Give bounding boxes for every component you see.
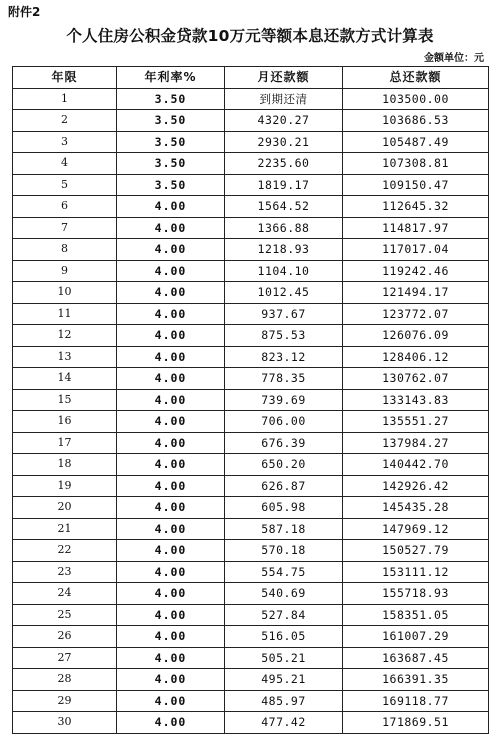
year-cell: 29 bbox=[13, 690, 117, 712]
total-payment-cell: 114817.97 bbox=[343, 217, 489, 239]
monthly-payment-cell: 1366.88 bbox=[225, 217, 343, 239]
total-payment-cell: 145435.28 bbox=[343, 497, 489, 519]
monthly-payment-cell: 1819.17 bbox=[225, 174, 343, 196]
monthly-payment-cell: 1218.93 bbox=[225, 239, 343, 261]
table-row bbox=[13, 131, 489, 153]
year-cell: 20 bbox=[13, 497, 117, 519]
table-row bbox=[13, 368, 489, 390]
rate-cell: 3.50 bbox=[117, 88, 225, 110]
total-payment-cell: 155718.93 bbox=[343, 583, 489, 605]
rate-cell: 4.00 bbox=[117, 497, 225, 519]
table-row bbox=[13, 540, 489, 562]
year-cell: 2 bbox=[13, 110, 117, 132]
total-payment-cell: 119242.46 bbox=[343, 260, 489, 282]
table-row bbox=[13, 174, 489, 196]
total-payment-cell: 153111.12 bbox=[343, 561, 489, 583]
year-cell: 15 bbox=[13, 389, 117, 411]
monthly-payment-cell: 650.20 bbox=[225, 454, 343, 476]
monthly-payment-cell: 505.21 bbox=[225, 647, 343, 669]
year-cell: 13 bbox=[13, 346, 117, 368]
total-payment-cell: 169118.77 bbox=[343, 690, 489, 712]
rate-cell: 4.00 bbox=[117, 389, 225, 411]
table-row bbox=[13, 626, 489, 648]
monthly-payment-cell: 477.42 bbox=[225, 712, 343, 734]
table-row bbox=[13, 475, 489, 497]
monthly-payment-cell: 706.00 bbox=[225, 411, 343, 433]
total-payment-cell: 137984.27 bbox=[343, 432, 489, 454]
total-payment-cell: 103686.53 bbox=[343, 110, 489, 132]
rate-cell: 4.00 bbox=[117, 368, 225, 390]
year-cell: 25 bbox=[13, 604, 117, 626]
rate-cell: 4.00 bbox=[117, 260, 225, 282]
table-row bbox=[13, 669, 489, 691]
monthly-payment-cell: 485.97 bbox=[225, 690, 343, 712]
rate-cell: 4.00 bbox=[117, 583, 225, 605]
monthly-payment-cell: 554.75 bbox=[225, 561, 343, 583]
year-cell: 23 bbox=[13, 561, 117, 583]
table-row bbox=[13, 196, 489, 218]
total-payment-cell: 163687.45 bbox=[343, 647, 489, 669]
rate-cell: 3.50 bbox=[117, 110, 225, 132]
monthly-payment-cell: 937.67 bbox=[225, 303, 343, 325]
monthly-payment-cell: 到期还清 bbox=[225, 88, 343, 110]
monthly-payment-cell: 626.87 bbox=[225, 475, 343, 497]
rate-cell: 4.00 bbox=[117, 196, 225, 218]
table-row bbox=[13, 647, 489, 669]
year-cell: 4 bbox=[13, 153, 117, 175]
table-row bbox=[13, 690, 489, 712]
table-row bbox=[13, 389, 489, 411]
year-cell: 26 bbox=[13, 626, 117, 648]
rate-cell: 4.00 bbox=[117, 217, 225, 239]
table-row bbox=[13, 518, 489, 540]
year-cell: 9 bbox=[13, 260, 117, 282]
rate-cell: 4.00 bbox=[117, 690, 225, 712]
monthly-payment-cell: 570.18 bbox=[225, 540, 343, 562]
rate-cell: 4.00 bbox=[117, 454, 225, 476]
monthly-payment-cell: 1104.10 bbox=[225, 260, 343, 282]
rate-cell: 4.00 bbox=[117, 282, 225, 304]
year-cell: 11 bbox=[13, 303, 117, 325]
table-row bbox=[13, 411, 489, 433]
total-payment-cell: 126076.09 bbox=[343, 325, 489, 347]
total-payment-cell: 109150.47 bbox=[343, 174, 489, 196]
unit-note: 金额单位：元 bbox=[424, 53, 484, 64]
table-header bbox=[13, 67, 489, 89]
monthly-payment-cell: 778.35 bbox=[225, 368, 343, 390]
rate-cell: 4.00 bbox=[117, 712, 225, 734]
monthly-payment-cell: 676.39 bbox=[225, 432, 343, 454]
table-row bbox=[13, 260, 489, 282]
table-row bbox=[13, 561, 489, 583]
monthly-payment-cell: 527.84 bbox=[225, 604, 343, 626]
table-row bbox=[13, 88, 489, 110]
total-payment-cell: 128406.12 bbox=[343, 346, 489, 368]
year-cell: 22 bbox=[13, 540, 117, 562]
table-row bbox=[13, 432, 489, 454]
rate-cell: 4.00 bbox=[117, 411, 225, 433]
rate-cell: 4.00 bbox=[117, 561, 225, 583]
table-row bbox=[13, 303, 489, 325]
total-payment-cell: 123772.07 bbox=[343, 303, 489, 325]
rate-cell: 4.00 bbox=[117, 346, 225, 368]
rate-cell: 4.00 bbox=[117, 540, 225, 562]
table-row bbox=[13, 604, 489, 626]
table-row bbox=[13, 712, 489, 734]
rate-cell: 3.50 bbox=[117, 131, 225, 153]
year-cell: 7 bbox=[13, 217, 117, 239]
total-payment-cell: 121494.17 bbox=[343, 282, 489, 304]
table-row bbox=[13, 217, 489, 239]
rate-cell: 3.50 bbox=[117, 153, 225, 175]
column-header-total-payment: 总还款额 bbox=[343, 67, 489, 89]
year-cell: 16 bbox=[13, 411, 117, 433]
total-payment-cell: 140442.70 bbox=[343, 454, 489, 476]
rate-cell: 4.00 bbox=[117, 647, 225, 669]
year-cell: 30 bbox=[13, 712, 117, 734]
table-row bbox=[13, 346, 489, 368]
year-cell: 12 bbox=[13, 325, 117, 347]
year-cell: 14 bbox=[13, 368, 117, 390]
total-payment-cell: 161007.29 bbox=[343, 626, 489, 648]
rate-cell: 4.00 bbox=[117, 475, 225, 497]
year-cell: 28 bbox=[13, 669, 117, 691]
year-cell: 18 bbox=[13, 454, 117, 476]
monthly-payment-cell: 739.69 bbox=[225, 389, 343, 411]
total-payment-cell: 107308.81 bbox=[343, 153, 489, 175]
table-header-row bbox=[13, 67, 489, 89]
table-row bbox=[13, 282, 489, 304]
total-payment-cell: 105487.49 bbox=[343, 131, 489, 153]
total-payment-cell: 142926.42 bbox=[343, 475, 489, 497]
rate-cell: 4.00 bbox=[117, 239, 225, 261]
page-title: 个人住房公积金贷款10万元等额本息还款方式计算表 bbox=[66, 27, 434, 45]
rate-cell: 4.00 bbox=[117, 669, 225, 691]
monthly-payment-cell: 2235.60 bbox=[225, 153, 343, 175]
total-payment-cell: 117017.04 bbox=[343, 239, 489, 261]
total-payment-cell: 171869.51 bbox=[343, 712, 489, 734]
table-row bbox=[13, 325, 489, 347]
total-payment-cell: 112645.32 bbox=[343, 196, 489, 218]
monthly-payment-cell: 516.05 bbox=[225, 626, 343, 648]
table-row bbox=[13, 153, 489, 175]
year-cell: 6 bbox=[13, 196, 117, 218]
year-cell: 5 bbox=[13, 174, 117, 196]
table-row bbox=[13, 454, 489, 476]
monthly-payment-cell: 540.69 bbox=[225, 583, 343, 605]
monthly-payment-cell: 605.98 bbox=[225, 497, 343, 519]
monthly-payment-cell: 4320.27 bbox=[225, 110, 343, 132]
total-payment-cell: 135551.27 bbox=[343, 411, 489, 433]
column-header-annual-rate: 年利率% bbox=[117, 67, 225, 89]
table-row bbox=[13, 239, 489, 261]
column-header-years: 年限 bbox=[13, 67, 117, 89]
rate-cell: 4.00 bbox=[117, 432, 225, 454]
monthly-payment-cell: 587.18 bbox=[225, 518, 343, 540]
monthly-payment-cell: 1564.52 bbox=[225, 196, 343, 218]
rate-cell: 4.00 bbox=[117, 626, 225, 648]
table-row bbox=[13, 110, 489, 132]
rate-cell: 4.00 bbox=[117, 518, 225, 540]
year-cell: 21 bbox=[13, 518, 117, 540]
attachment-label: 附件2 bbox=[8, 5, 41, 19]
monthly-payment-cell: 495.21 bbox=[225, 669, 343, 691]
total-payment-cell: 158351.05 bbox=[343, 604, 489, 626]
monthly-payment-cell: 1012.45 bbox=[225, 282, 343, 304]
total-payment-cell: 166391.35 bbox=[343, 669, 489, 691]
rate-cell: 4.00 bbox=[117, 303, 225, 325]
rate-cell: 3.50 bbox=[117, 174, 225, 196]
rate-cell: 4.00 bbox=[117, 604, 225, 626]
rate-cell: 4.00 bbox=[117, 325, 225, 347]
year-cell: 3 bbox=[13, 131, 117, 153]
repayment-table bbox=[12, 66, 489, 734]
table-body bbox=[13, 88, 489, 733]
table-row bbox=[13, 583, 489, 605]
table-row bbox=[13, 497, 489, 519]
year-cell: 27 bbox=[13, 647, 117, 669]
monthly-payment-cell: 823.12 bbox=[225, 346, 343, 368]
total-payment-cell: 103500.00 bbox=[343, 88, 489, 110]
monthly-payment-cell: 2930.21 bbox=[225, 131, 343, 153]
year-cell: 19 bbox=[13, 475, 117, 497]
monthly-payment-cell: 875.53 bbox=[225, 325, 343, 347]
total-payment-cell: 147969.12 bbox=[343, 518, 489, 540]
total-payment-cell: 133143.83 bbox=[343, 389, 489, 411]
year-cell: 10 bbox=[13, 282, 117, 304]
year-cell: 17 bbox=[13, 432, 117, 454]
total-payment-cell: 150527.79 bbox=[343, 540, 489, 562]
column-header-monthly-payment: 月还款额 bbox=[225, 67, 343, 89]
total-payment-cell: 130762.07 bbox=[343, 368, 489, 390]
year-cell: 8 bbox=[13, 239, 117, 261]
year-cell: 24 bbox=[13, 583, 117, 605]
year-cell: 1 bbox=[13, 88, 117, 110]
